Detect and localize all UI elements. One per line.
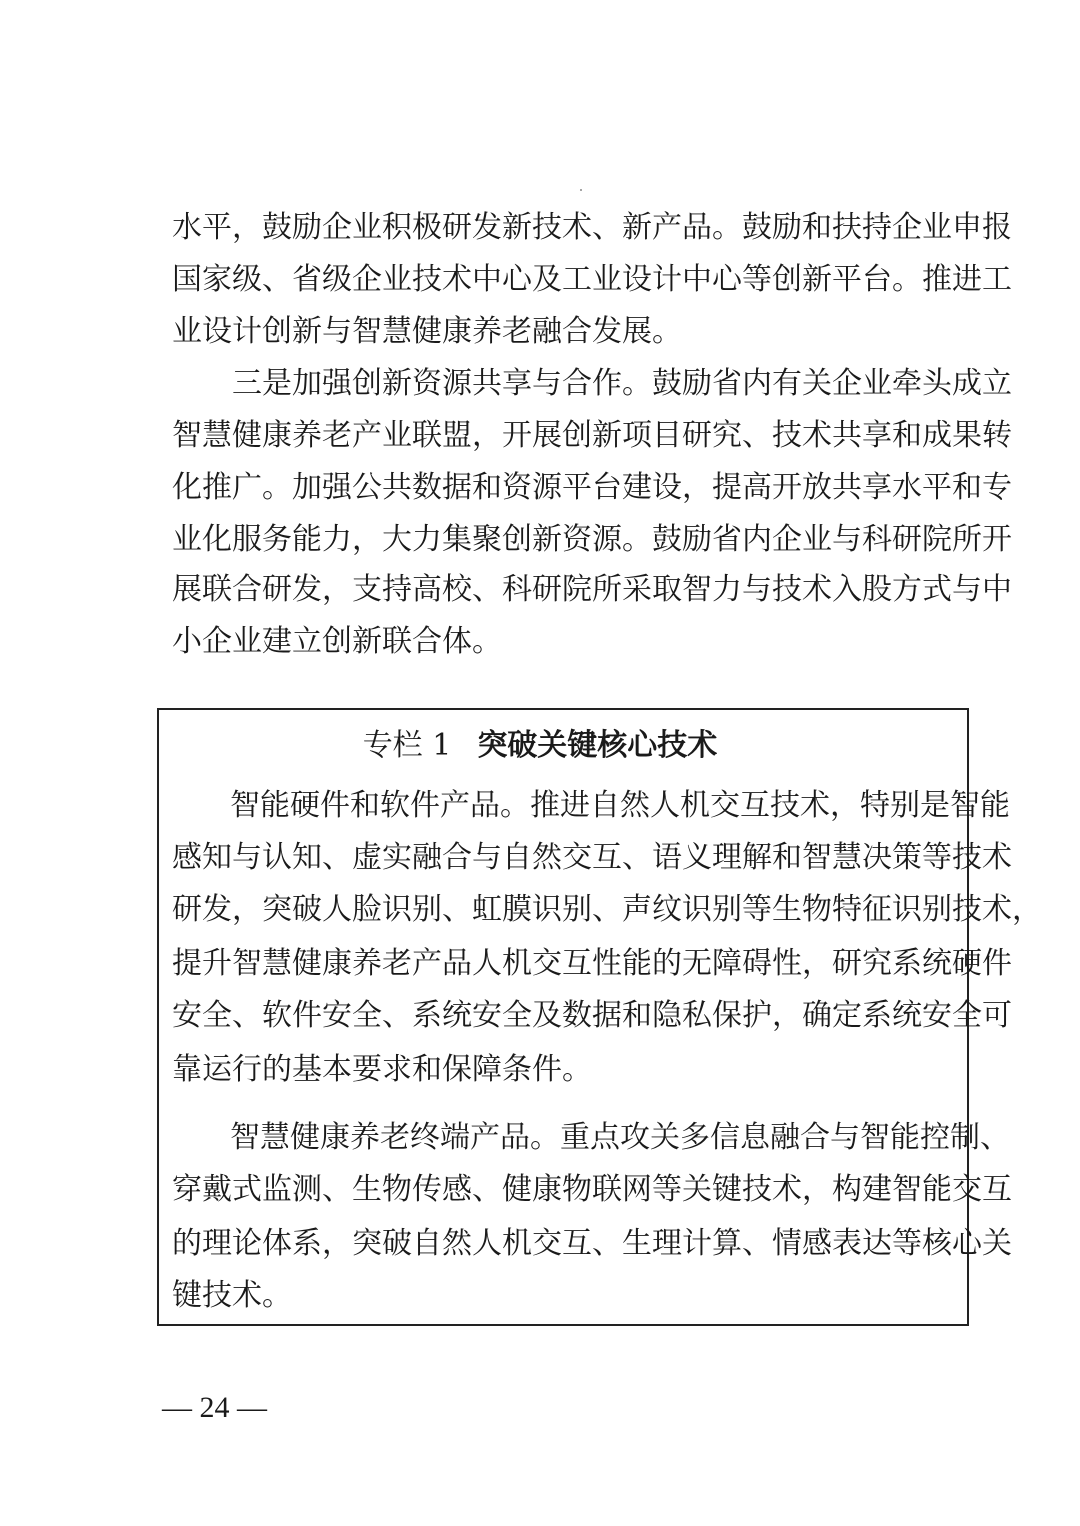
column-box-line: 安全、软件安全、系统安全及数据和隐私保护，确定系统安全可 bbox=[172, 998, 1012, 1033]
paragraph-line: 业化服务能力，大力集聚创新资源。鼓励省内企业与科研院所开 bbox=[172, 522, 1012, 557]
column-box-label: 专栏 1 bbox=[362, 728, 452, 763]
column-box-line: 靠运行的基本要求和保障条件。 bbox=[172, 1052, 592, 1087]
paragraph-line: 水平，鼓励企业积极研发新技术、新产品。鼓励和扶持企业申报 bbox=[172, 210, 1012, 245]
paragraph-line: 化推广。加强公共数据和资源平台建设，提高开放共享水平和专 bbox=[172, 470, 1012, 505]
paragraph-line: 展联合研发，支持高校、科研院所采取智力与技术入股方式与中 bbox=[172, 572, 1012, 607]
column-box-line: 的理论体系，突破自然人机交互、生理计算、情感表达等核心关 bbox=[172, 1226, 1012, 1261]
scan-speck bbox=[580, 189, 582, 191]
column-box-line: 智慧健康养老终端产品。重点攻关多信息融合与智能控制、 bbox=[230, 1120, 1010, 1155]
column-box-line: 研发，突破人脸识别、虹膜识别、声纹识别等生物特征识别技术， bbox=[172, 892, 1042, 927]
column-box-line: 提升智慧健康养老产品人机交互性能的无障碍性，研究系统硬件 bbox=[172, 946, 1012, 981]
column-box-line: 智能硬件和软件产品。推进自然人机交互技术，特别是智能 bbox=[230, 788, 1010, 823]
page-number: — 24 — bbox=[162, 1391, 267, 1424]
paragraph-line: 小企业建立创新联合体。 bbox=[172, 624, 502, 659]
column-box-heading: 突破关键核心技术 bbox=[477, 728, 718, 763]
column-box-line: 感知与认知、虚实融合与自然交互、语义理解和智慧决策等技术 bbox=[172, 840, 1012, 875]
paragraph-line: 三是加强创新资源共享与合作。鼓励省内有关企业牵头成立 bbox=[232, 366, 1012, 401]
column-box-line: 键技术。 bbox=[172, 1278, 292, 1313]
paragraph-line: 国家级、省级企业技术中心及工业设计中心等创新平台。推进工 bbox=[172, 262, 1012, 297]
column-box-title bbox=[0, 726, 1080, 766]
paragraph-line: 业设计创新与智慧健康养老融合发展。 bbox=[172, 314, 682, 349]
column-box-line: 穿戴式监测、生物传感、健康物联网等关键技术，构建智能交互 bbox=[172, 1172, 1012, 1207]
paragraph-line: 智慧健康养老产业联盟，开展创新项目研究、技术共享和成果转 bbox=[172, 418, 1012, 453]
